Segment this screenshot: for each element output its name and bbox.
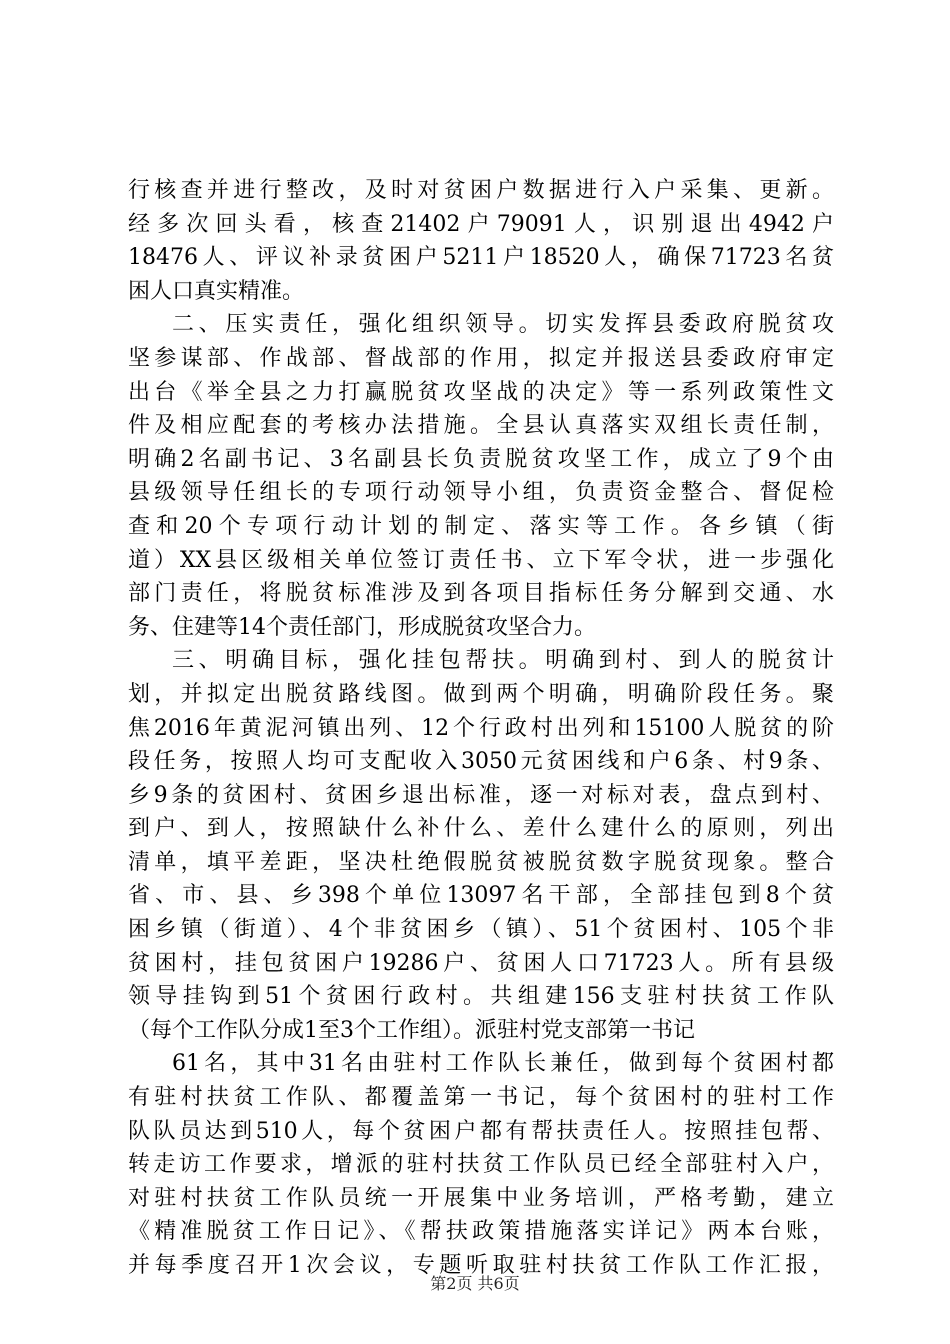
text-line: 焦2016年黄泥河镇出列、12个行政村出列和15100人脱贫的阶 <box>128 715 834 741</box>
text-line: 61名，其中31名由驻村工作队长兼任，做到每个贫困村都 <box>172 1051 834 1077</box>
text-line: 三、明确目标，强化挂包帮扶。明确到村、到人的脱贫计 <box>172 648 834 674</box>
text-line: 有驻村扶贫工作队、都覆盖第一书记，每个贫困村的驻村工作 <box>128 1085 834 1111</box>
page-footer: 第2页 共6页 <box>430 1274 520 1293</box>
text-line: 困乡镇（街道）、4个非贫困乡（镇）、51个贫困村、105个非 <box>128 917 834 943</box>
text-line: 贫困村，挂包贫困户19286户、贫困人口71723人。所有县级 <box>128 950 834 976</box>
text-line: 坚参谋部、作战部、督战部的作用，拟定并报送县委政府审定 <box>128 345 834 371</box>
text-line: 经多次回头看，核查21402户79091人，识别退出4942户 <box>128 211 834 237</box>
text-line: 部门责任，将脱贫标准涉及到各项目指标任务分解到交通、水 <box>128 581 834 607</box>
text-line: 《精准脱贫工作日记》、《帮扶政策措施落实详记》两本台账， <box>128 1219 834 1245</box>
text-line: 行核查并进行整改，及时对贫困户数据进行入户采集、更新。 <box>128 178 834 203</box>
document-body <box>128 174 834 1283</box>
text-line: 明确2名副书记、3名副县长负责脱贫攻坚工作，成立了9个由 <box>128 446 834 472</box>
text-line: 二、压实责任，强化组织领导。切实发挥县委政府脱贫攻 <box>172 312 834 338</box>
text-line: 划，并拟定出脱贫路线图。做到两个明确，明确阶段任务。聚 <box>128 681 834 707</box>
text-line: 对驻村扶贫工作队员统一开展集中业务培训，严格考勤，建立 <box>128 1185 834 1211</box>
text-line: （每个工作队分成1至3个工作组）。派驻村党支部第一书记 <box>128 1017 695 1043</box>
text-line: 件及相应配套的考核办法措施。全县认真落实双组长责任制， <box>128 413 834 439</box>
text-line: 道）XX县区级相关单位签订责任书、立下军令状，进一步强化 <box>128 547 834 573</box>
text-line: 出台《举全县之力打赢脱贫攻坚战的决定》等一系列政策性文 <box>128 379 834 405</box>
text-line: 段任务，按照人均可支配收入3050元贫困线和户6条、村9条、 <box>128 749 834 775</box>
text-line: 县级领导任组长的专项行动领导小组，负责资金整合、督促检 <box>128 480 834 506</box>
text-line: 18476人、评议补录贫困户5211户18520人，确保71723名贫 <box>128 245 834 271</box>
text-line: 困人口真实精准。 <box>128 278 305 304</box>
text-line: 队队员达到510人，每个贫困户都有帮扶责任人。按照挂包帮、 <box>128 1118 834 1144</box>
text-line: 查和20个专项行动计划的制定、落实等工作。各乡镇（街 <box>128 513 834 539</box>
text-line: 转走访工作要求，增派的驻村扶贫工作队员已经全部驻村入户， <box>128 1152 834 1178</box>
text-line: 乡9条的贫困村、贫困乡退出标准，逐一对标对表，盘点到村、 <box>128 782 834 808</box>
text-line: 务、住建等14个责任部门，形成脱贫攻坚合力。 <box>128 614 596 640</box>
text-line: 清单，填平差距，坚决杜绝假脱贫被脱贫数字脱贫现象。整合 <box>128 849 834 875</box>
text-line: 到户、到人，按照缺什么补什么、差什么建什么的原则，列出 <box>128 816 834 842</box>
text-line: 领导挂钩到51个贫困行政村。共组建156支驻村扶贫工作队 <box>128 984 834 1010</box>
text-line: 并每季度召开1次会议，专题听取驻村扶贫工作队工作汇报， <box>128 1253 834 1278</box>
text-line: 省、市、县、乡398个单位13097名干部，全部挂包到8个贫 <box>128 883 834 909</box>
